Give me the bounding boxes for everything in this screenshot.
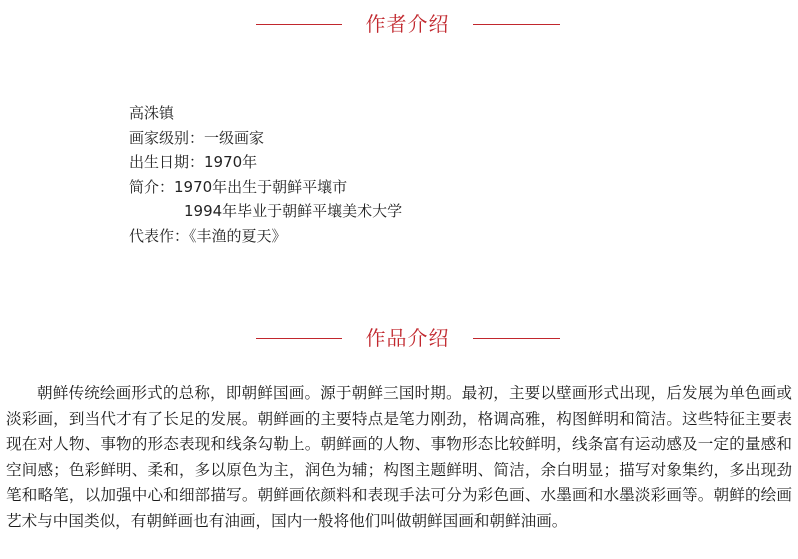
header-divider-right: [473, 24, 560, 25]
header-divider-left: [256, 338, 342, 339]
author-info-block: [129, 101, 649, 248]
author-section-header: [0, 4, 798, 44]
author-name: 高洙镇: [129, 104, 175, 122]
header-divider-left: [256, 24, 342, 25]
author-birth-date: 出生日期：1970年: [129, 153, 258, 171]
author-representative-work: 代表作：《丰渔的夏天》: [129, 226, 287, 245]
author-bio-line-2: 1994年毕业于朝鲜平壤美术大学: [184, 202, 403, 220]
works-section-title: 作品介绍: [365, 326, 450, 350]
author-level: 画家级别：一级画家: [129, 128, 265, 147]
works-section-header: [0, 318, 798, 358]
author-bio-line-1: 简介：1970年出生于朝鲜平壤市: [129, 177, 348, 196]
author-section-title: 作者介绍: [365, 12, 450, 36]
header-divider-right: [473, 338, 560, 339]
works-description: 朝鲜传统绘画形式的总称，即朝鲜国画。源于朝鲜三国时期。最初，主要以壁画形式出现，后发展为单色画或淡彩画，到当代才有了长足的发展。朝鲜画的主要特点是笔力刚劲，格调高雅，构图鲜明和简洁。这些特征主要表现在对人物、事物的形态表现和线条勾勒上。朝鲜画的人物、事物形态比较鲜明，线条富有运动感及一定的量感和空间感；色彩鲜明、柔和，多以原色为主，润色为辅；构图主题鲜明、简洁，余白明显；描写对象集约，多出现劲笔和略笔，以加强中心和细部描写。朝鲜画依颜料和表现手法可分为彩色画、水墨画和水墨淡彩画等。朝鲜的绘画艺术与中国类似，有朝鲜画也有油画，国内一般将他们叫做朝鲜国画和朝鲜油画。: [6, 384, 792, 530]
